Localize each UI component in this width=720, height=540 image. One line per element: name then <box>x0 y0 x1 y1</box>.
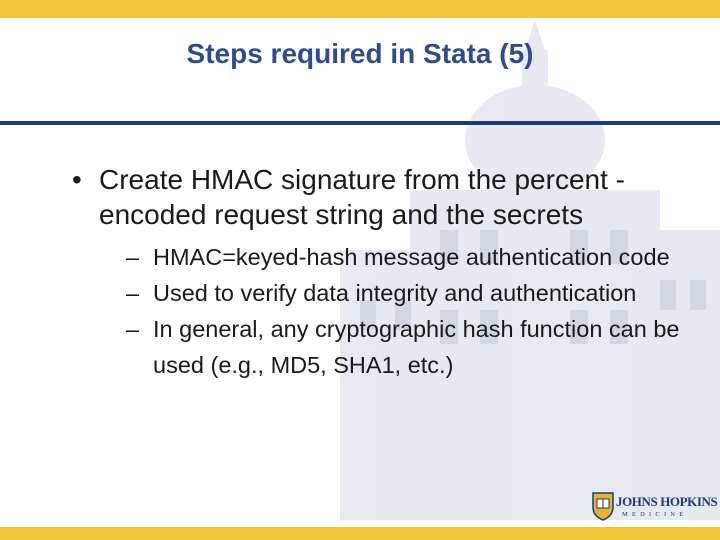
bullet-mark: • <box>72 164 82 195</box>
dash-mark: – <box>126 280 140 306</box>
johns-hopkins-logo <box>592 491 718 523</box>
sub-bullet-item <box>126 239 692 275</box>
bottom-accent-bar <box>0 527 720 540</box>
dash-mark: – <box>126 316 140 342</box>
title-divider <box>0 121 720 125</box>
sub-bullet-text: HMAC=keyed-hash message authentication code <box>153 244 670 270</box>
top-accent-bar <box>0 0 720 18</box>
sub-bullet-item <box>126 311 692 383</box>
sub-bullet-item <box>126 275 692 311</box>
logo-name: JOHNS HOPKINS <box>616 494 718 509</box>
logo-subtitle: MEDICINE <box>622 511 688 518</box>
slide-title: Steps required in Stata (5) <box>186 38 534 69</box>
shield-icon <box>592 491 614 521</box>
bullet-item <box>72 162 692 232</box>
bullet-text: Create HMAC signature from the percent -encoded request string and the secrets <box>99 164 625 230</box>
slide-content <box>72 162 692 383</box>
sub-bullet-text: Used to verify data integrity and authentication <box>153 280 637 306</box>
sub-bullet-list <box>126 239 692 383</box>
sub-bullet-text: In general, any cryptographic hash function can be used (e.g., MD5, SHA1, etc.) <box>153 316 680 378</box>
dash-mark: – <box>126 244 140 270</box>
